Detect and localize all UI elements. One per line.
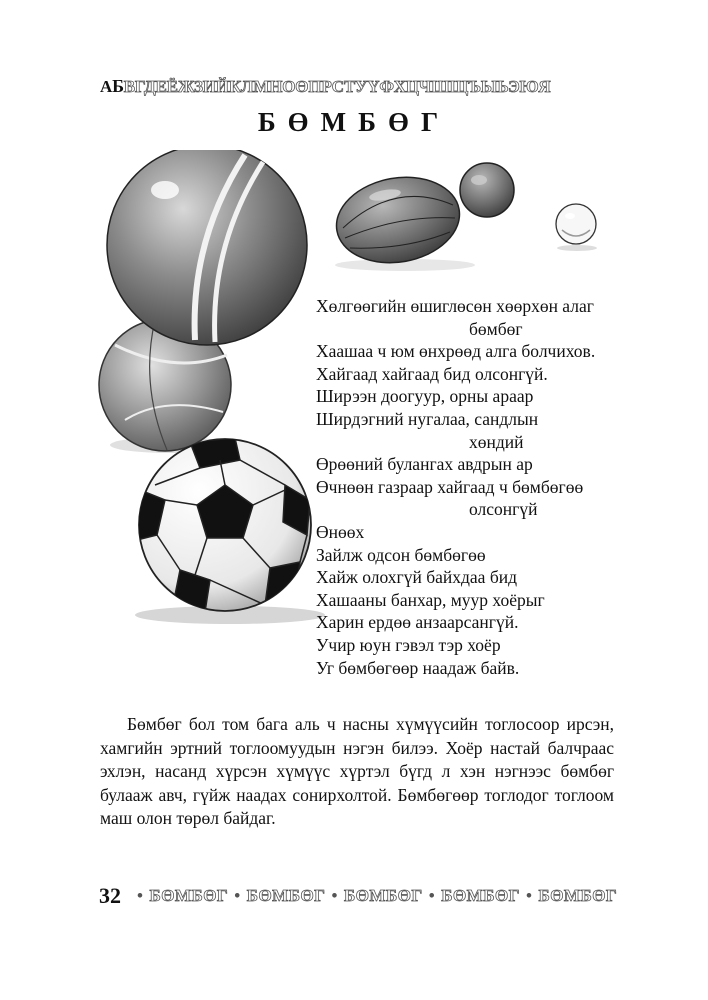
poem-line: бөмбөг	[469, 318, 523, 339]
large-striped-ball	[107, 150, 307, 345]
poem-line: хөндий	[469, 431, 524, 452]
footer-separator: •	[331, 886, 338, 905]
running-footer	[131, 886, 636, 906]
footer-word: БӨМБӨГ	[538, 886, 618, 905]
footer-separator: •	[428, 886, 436, 905]
poem-line: Харин ердөө анзаарсангүй.	[316, 612, 519, 633]
poem-line: Уг бөмбөгөөр наадаж байв.	[316, 657, 520, 678]
small-white-ball	[554, 200, 600, 254]
poem-line: Өрөөний булангах авдрын ар	[316, 454, 533, 475]
poem-line: Ширдэгний нугалаа, сандлын	[316, 408, 539, 429]
page-title: БӨМБӨГ	[257, 107, 451, 137]
footer-separator: •	[137, 886, 144, 905]
poem-line: Хаашаа ч юм өнхрөөд алга болчихов.	[316, 341, 596, 362]
footer-word: БӨМБӨГ	[343, 886, 423, 905]
poem-line: Өчнөөн газраар хайгаад ч бөмбөгөө	[316, 476, 584, 497]
small-dark-ball	[460, 163, 514, 217]
alphabet-rest: ВГДЕЁЖЗИЙКЛМНОӨПРСТУҮФХЦЧШЩЪЫЬЭЮЯ	[123, 77, 551, 96]
poem-line: Зайлж одсон бөмбөгөө	[316, 544, 486, 565]
alphabet-highlight-letter: Б	[112, 76, 124, 96]
footer-separator: •	[234, 886, 241, 905]
poem-line: Хайж олохгүй байхдаа бид	[316, 567, 517, 588]
alphabet-first-letter: А	[100, 77, 113, 96]
poem-line: Учир юун гэвэл тэр хоёр	[316, 634, 501, 655]
oval-ball	[330, 168, 475, 272]
poem-line: олсонгүй	[469, 499, 538, 520]
soccer-ball	[135, 438, 325, 624]
poem-line: Өнөөх	[316, 521, 365, 542]
poem-line: Ширээн доогуур, орны араар	[316, 386, 534, 407]
page-number: 32	[99, 883, 121, 908]
footer-word: БӨМБӨГ	[149, 886, 229, 905]
body-paragraph: Бөмбөг бол том бага аль ч насны хүмүүсийн тоглосоор ирсэн, хамгийн эртний тоглоомуудын нэгэн билээ. Хоёр настай балчраас эхлэн, насанд хүрсэн хүмүүс хүртэл бүгд л хэн нэгнээс бөмбөг булааж авч, гүйж наадах сонирхолтой. Бөмбөгөөр тоглодог тоглоом маш олон төрөл байдаг.	[100, 714, 614, 828]
footer-word: БӨМБӨГ	[246, 886, 326, 905]
footer-separator: •	[526, 886, 533, 905]
poem-line: Хашааны банхар, муур хоёрыг	[316, 589, 545, 610]
poem	[316, 295, 595, 679]
poem-line: Хайгаад хайгаад бид олсонгүй.	[316, 363, 548, 384]
alphabet-header	[100, 72, 630, 100]
footer-word: БӨМБӨГ	[441, 886, 520, 905]
poem-line: Хөлгөөгийн өшиглөсөн хөөрхөн алаг	[316, 296, 594, 316]
